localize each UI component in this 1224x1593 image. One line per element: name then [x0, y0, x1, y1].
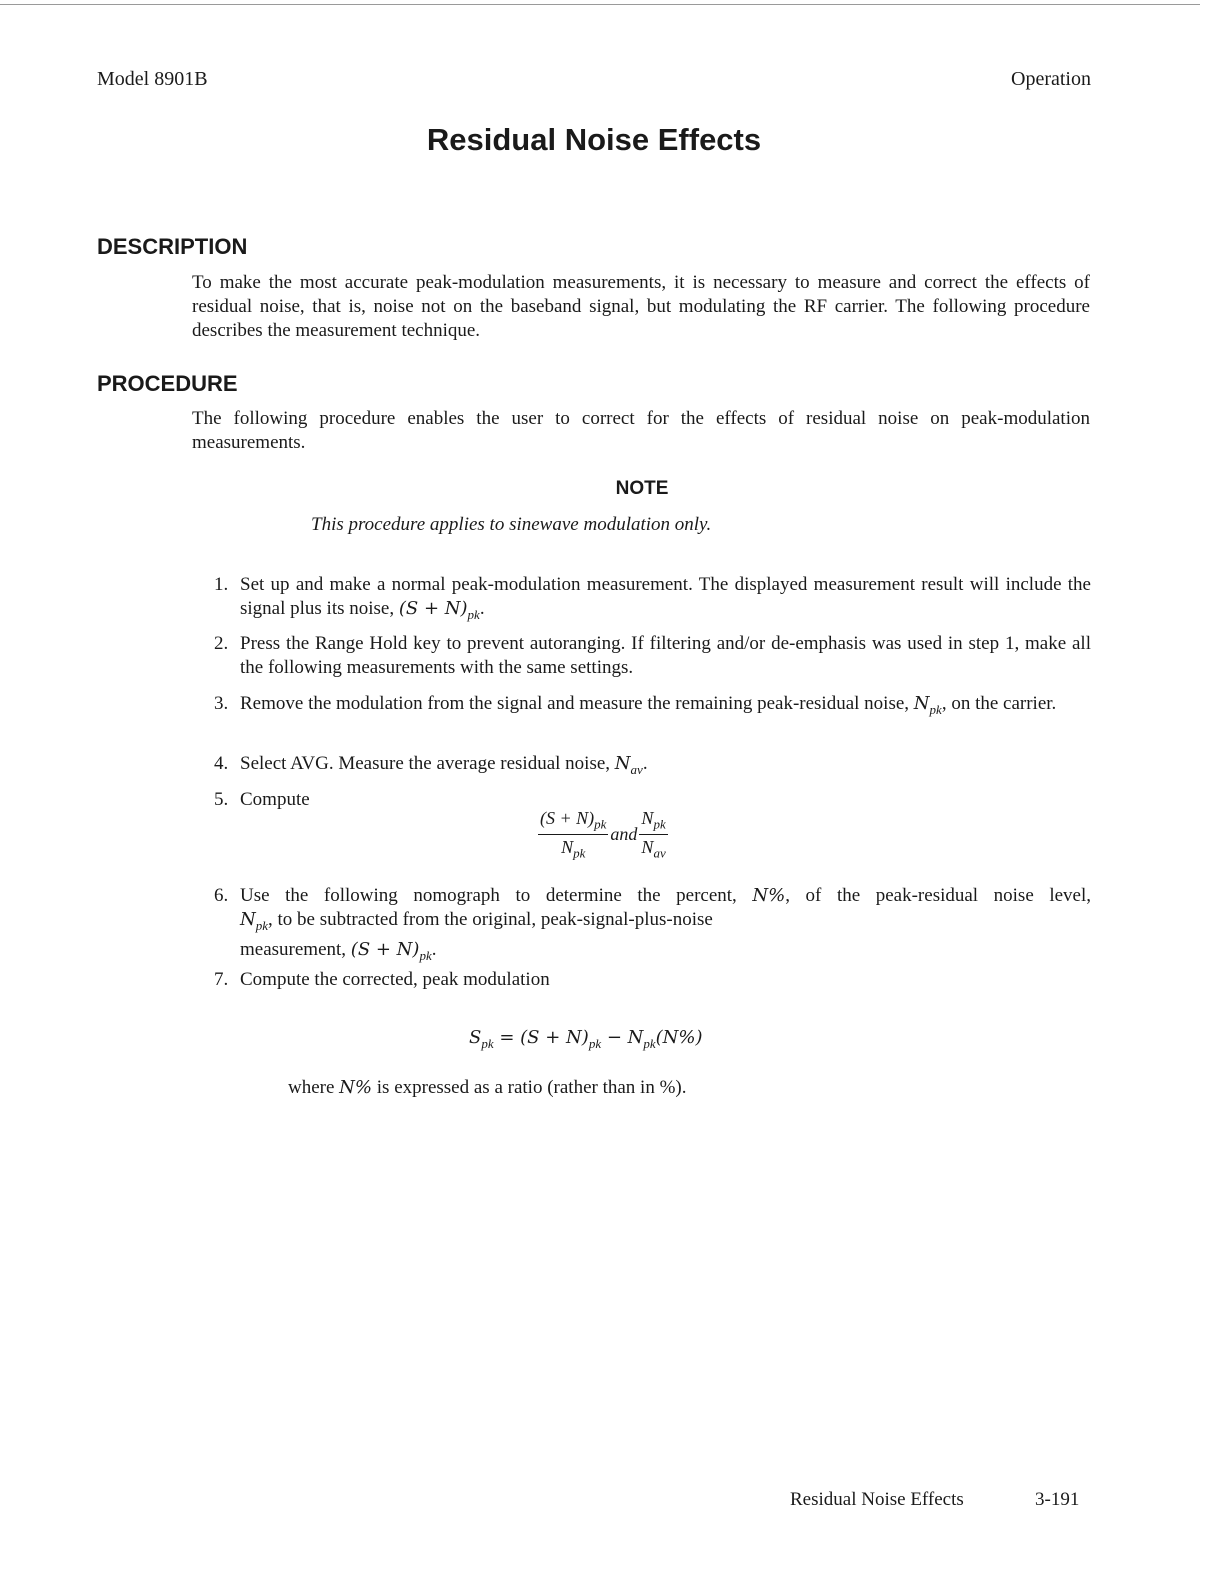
step-number: 5. [214, 789, 229, 810]
math-expr: N [641, 808, 654, 828]
math-expr: N [913, 693, 930, 714]
where-text: where [288, 1077, 335, 1098]
footer-title: Residual Noise Effects [790, 1489, 964, 1510]
step-text: measurement, [240, 938, 347, 960]
math-expr: N [641, 836, 654, 857]
math-subscript: pk [481, 1035, 494, 1051]
math-subscript: pk [588, 1035, 602, 1051]
fraction-right [639, 808, 667, 861]
math-subscript: pk [255, 917, 269, 933]
header-model: Model 8901B [97, 68, 208, 90]
math-subscript: av [653, 845, 666, 861]
math-expr: N [240, 909, 256, 930]
where-text: is expressed as a ratio (rather than in %). [376, 1077, 687, 1098]
step-text: Select AVG. Measure the average residual noise, [240, 753, 611, 774]
step-text: , to be subtracted from the original, peak-signal-plus-noise [268, 909, 713, 930]
step-6 [214, 884, 1091, 968]
math-subscript: pk [929, 701, 942, 717]
step-number: 1. [214, 574, 229, 595]
step-text: Compute the corrected, peak modulation [240, 969, 550, 990]
math-expr: − N [601, 1027, 644, 1048]
page-number: 3-191 [1035, 1489, 1080, 1510]
step-end: . [642, 753, 648, 774]
step-text: , of the peak-residual noise level, [785, 885, 1091, 906]
step-number: 6. [214, 885, 229, 906]
step-2 [214, 632, 1091, 680]
math-subscript: pk [573, 845, 586, 861]
step-text: Press the Range Hold key to prevent autoranging. If filtering and/or de-emphasis was used in step 1, make all the following measurements with the same settings. [240, 633, 1091, 678]
page-title: Residual Noise Effects [426, 122, 762, 157]
step-end: . [431, 938, 437, 960]
step-4 [214, 752, 1091, 782]
math-expr: N [614, 753, 631, 774]
math-expr: (S + N) [350, 938, 420, 960]
procedure-intro: The following procedure enables the user to correct for the effects of residual noise on peak-modulation measurements. [192, 408, 1090, 453]
description-text: To make the most accurate peak-modulation measurements, it is necessary to measure and correct the effects of residual noise, that is, noise not on the baseband signal, but modulating the RF carrier. The following procedure describes the measurement technique. [192, 272, 1090, 341]
fraction-conjunction: and [610, 824, 638, 845]
math-expr: (N%) [655, 1027, 703, 1048]
fraction-left [538, 808, 608, 861]
note-text: This procedure applies to sinewave modulation only. [311, 514, 712, 535]
math-subscript: pk [419, 947, 432, 963]
step-number: 3. [214, 693, 229, 714]
step-number: 2. [214, 633, 229, 654]
math-expr: (S + N) [540, 808, 595, 828]
math-subscript: pk [467, 606, 480, 622]
step-text: Compute [240, 789, 310, 810]
top-rule [0, 4, 1200, 5]
correction-equation [469, 1027, 703, 1052]
math-subscript: av [630, 761, 643, 777]
step-3 [214, 692, 1091, 722]
math-subscript: pk [594, 816, 607, 832]
step-number: 7. [214, 969, 229, 990]
note-label: NOTE [615, 478, 669, 499]
procedure-heading: PROCEDURE [97, 371, 238, 396]
math-expr: N% [752, 885, 786, 906]
math-expr: S [469, 1027, 482, 1048]
math-subscript: pk [643, 1035, 656, 1051]
header-section: Operation [1011, 68, 1091, 90]
math-expr: N% [339, 1077, 373, 1098]
step-text: Use the following nomograph to determine the percent, [240, 885, 737, 906]
step-number: 4. [214, 753, 229, 774]
math-expr: (S + N) [398, 598, 468, 619]
step-1 [214, 573, 1091, 627]
math-subscript: pk [653, 816, 666, 832]
step-end: . [479, 598, 485, 619]
description-heading: DESCRIPTION [97, 234, 248, 259]
math-expr: N [561, 836, 574, 857]
compute-fractions [538, 808, 668, 861]
step-7 [214, 968, 1091, 992]
step-text: Remove the modulation from the signal and measure the remaining peak-residual noise, [240, 693, 910, 714]
where-clause [288, 1077, 686, 1099]
math-expr: = (S + N) [493, 1027, 589, 1048]
step-text: Set up and make a normal peak-modulation measurement. The displayed measurement result will include the signal plus its noise, [240, 574, 1091, 619]
step-end: , on the carrier. [941, 693, 1057, 714]
